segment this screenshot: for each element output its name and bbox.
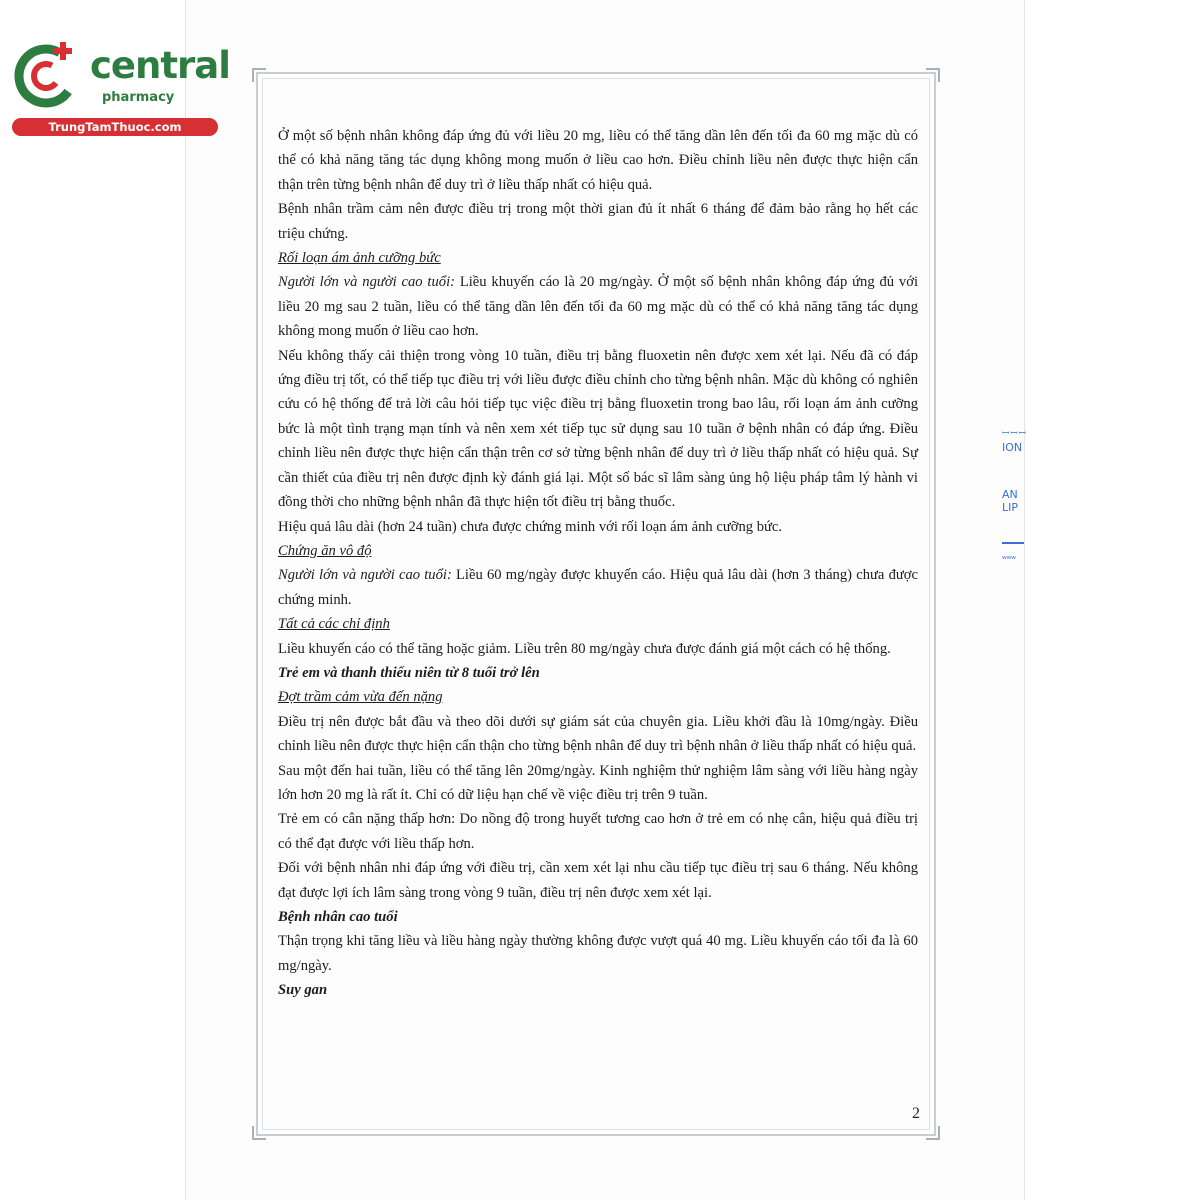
paragraph-text: Liều 60 mg/ngày được khuyến cáo. Hiệu quả lâu dài (hơn 3 tháng) chưa được chứng minh. xyxy=(278,567,918,608)
section-subheading: Đợt trầm cảm vừa đến nặng xyxy=(278,689,443,706)
frame-corner-ornament xyxy=(926,68,940,82)
body-paragraph: Ở một số bệnh nhân không đáp ứng đủ với liều 20 mg, liều có thể tăng dần lên đến tối đa 60 mg mặc dù có thể có khả năng tăng tác dụng không mong muốn ở liều cao hơn. Điều chỉnh liều nên được thực hiện cẩn thận trên từng bệnh nhân để duy trì ở liều thấp nhất có hiệu quả. xyxy=(278,128,918,193)
paragraph-lead: Người lớn và người cao tuổi: xyxy=(278,567,452,584)
bleed-through-mark: ꟷꟷꟷ ION xyxy=(1002,429,1027,454)
pharmacy-logo-icon xyxy=(10,38,82,110)
section-subheading: Chứng ăn vô độ xyxy=(278,542,372,559)
body-paragraph: Sau một đến hai tuần, liều có thể tăng lên 20mg/ngày. Kinh nghiệm thử nghiệm lâm sàng với liều hàng ngày lớn hơn 20 mg là rất ít. Chỉ có dữ liệu hạn chế về việc điều trị trên 9 tuần. xyxy=(278,762,918,803)
paragraph-text: Liều khuyến cáo là 20 mg/ngày. Ở một số bệnh nhân không đáp ứng đủ với liều 20 mg sau 2 tuần, liều có thể tăng dần lên đến tối đa 60 mg mặc dù có thể có khả năng tăng tác dụng không mong muốn ở liều cao hơn. xyxy=(278,274,918,340)
paragraph-lead: Người lớn và người cao tuổi: xyxy=(278,274,455,291)
body-paragraph xyxy=(278,563,918,612)
logo-website-badge: TrungTamThuoc.com xyxy=(12,118,218,136)
body-paragraph: Trẻ em có cân nặng thấp hơn: Do nồng độ trong huyết tương cao hơn ở trẻ em có nhẹ cân, hiệu quả điều trị có thể đạt được với liều thấp hơn. xyxy=(278,811,918,852)
body-paragraph: Đối với bệnh nhân nhi đáp ứng với điều trị, cần xem xét lại nhu cầu tiếp tục điều trị sau 6 tháng. Nếu không đạt được lợi ích lâm sàng trong vòng 9 tuần, điều trị nên được xem xét lại. xyxy=(278,860,918,901)
body-paragraph: Bệnh nhân trầm cảm nên được điều trị trong một thời gian đủ ít nhất 6 tháng để đảm bảo rằng họ hết các triệu chứng. xyxy=(278,201,918,242)
body-paragraph: Điều trị nên được bắt đầu và theo dõi dưới sự giám sát của chuyên gia. Liều khởi đầu là 10mg/ngày. Điều chỉnh liều nên được thực hiện cẩn thận cho từng bệnh nhân để duy trì bệnh nhân ở liều thấp nhất có hiệu quả. xyxy=(278,713,918,755)
section-subheading: Rối loạn ám ảnh cưỡng bức xyxy=(278,250,441,267)
document-body xyxy=(278,124,918,1003)
section-subheading: Tất cả các chỉ định xyxy=(278,616,390,633)
page-number: 2 xyxy=(912,1105,920,1122)
frame-corner-ornament xyxy=(252,68,266,82)
section-heading: Trẻ em và thanh thiếu niên từ 8 tuổi trở lên xyxy=(278,664,540,681)
body-paragraph xyxy=(278,270,918,343)
frame-corner-ornament xyxy=(252,1126,266,1140)
bleed-through-mark xyxy=(1002,488,1018,514)
bleed-through-mark: ʷʷʷ xyxy=(1002,536,1024,567)
section-heading: Bệnh nhân cao tuổi xyxy=(278,909,398,925)
bleed-text: AN xyxy=(1002,488,1018,501)
bleed-text: ION xyxy=(1002,441,1023,454)
central-pharmacy-logo xyxy=(10,38,230,138)
body-paragraph: Thận trọng khi tăng liều và liều hàng ngày thường không được vượt quá 40 mg. Liều khuyến cáo tối đa là 60 mg/ngày. xyxy=(278,933,918,974)
body-paragraph: Hiệu quả lâu dài (hơn 24 tuần) chưa được chứng minh với rối loạn ám ảnh cưỡng bức. xyxy=(278,518,783,535)
logo-subtitle: pharmacy xyxy=(102,90,175,105)
logo-brand-name: central xyxy=(90,44,230,87)
body-paragraph: Nếu không thấy cải thiện trong vòng 10 tuần, điều trị bằng fluoxetin nên được xem xét lại. Nếu đã có đáp ứng điều trị tốt, có thể tiếp tục điều trị với liều được điều chỉnh cho từng bệnh nhân. Mặc dù không có nghiên cứu có hệ thống để trả lời câu hỏi tiếp tục việc điều trị bằng fluoxetin trong bao lâu, rối loạn ám ảnh cưỡng bức là một tình trạng mạn tính và nên xem xét tiếp tục sử dụng sau 10 tuần ở bệnh nhân có đáp ứng. Điều chỉnh liều nên được thực hiện cẩn thận trên cơ sở từng bệnh nhân để duy trì ở liều thấp nhất có hiệu quả. Sự cần thiết của điều trị nên được định kỳ đánh giá lại. Một số bác sĩ lâm sàng ủng hộ liệu pháp tâm lý hành vi đồng thời cho những bệnh nhân đã thực hiện tốt điều trị bằng thuốc. xyxy=(278,347,918,511)
bleed-text: LIP xyxy=(1002,501,1019,514)
frame-corner-ornament xyxy=(926,1126,940,1140)
section-heading: Suy gan xyxy=(278,982,328,999)
body-paragraph: Liều khuyến cáo có thể tăng hoặc giảm. Liều trên 80 mg/ngày chưa được đánh giá một cách có hệ thống. xyxy=(278,640,891,657)
